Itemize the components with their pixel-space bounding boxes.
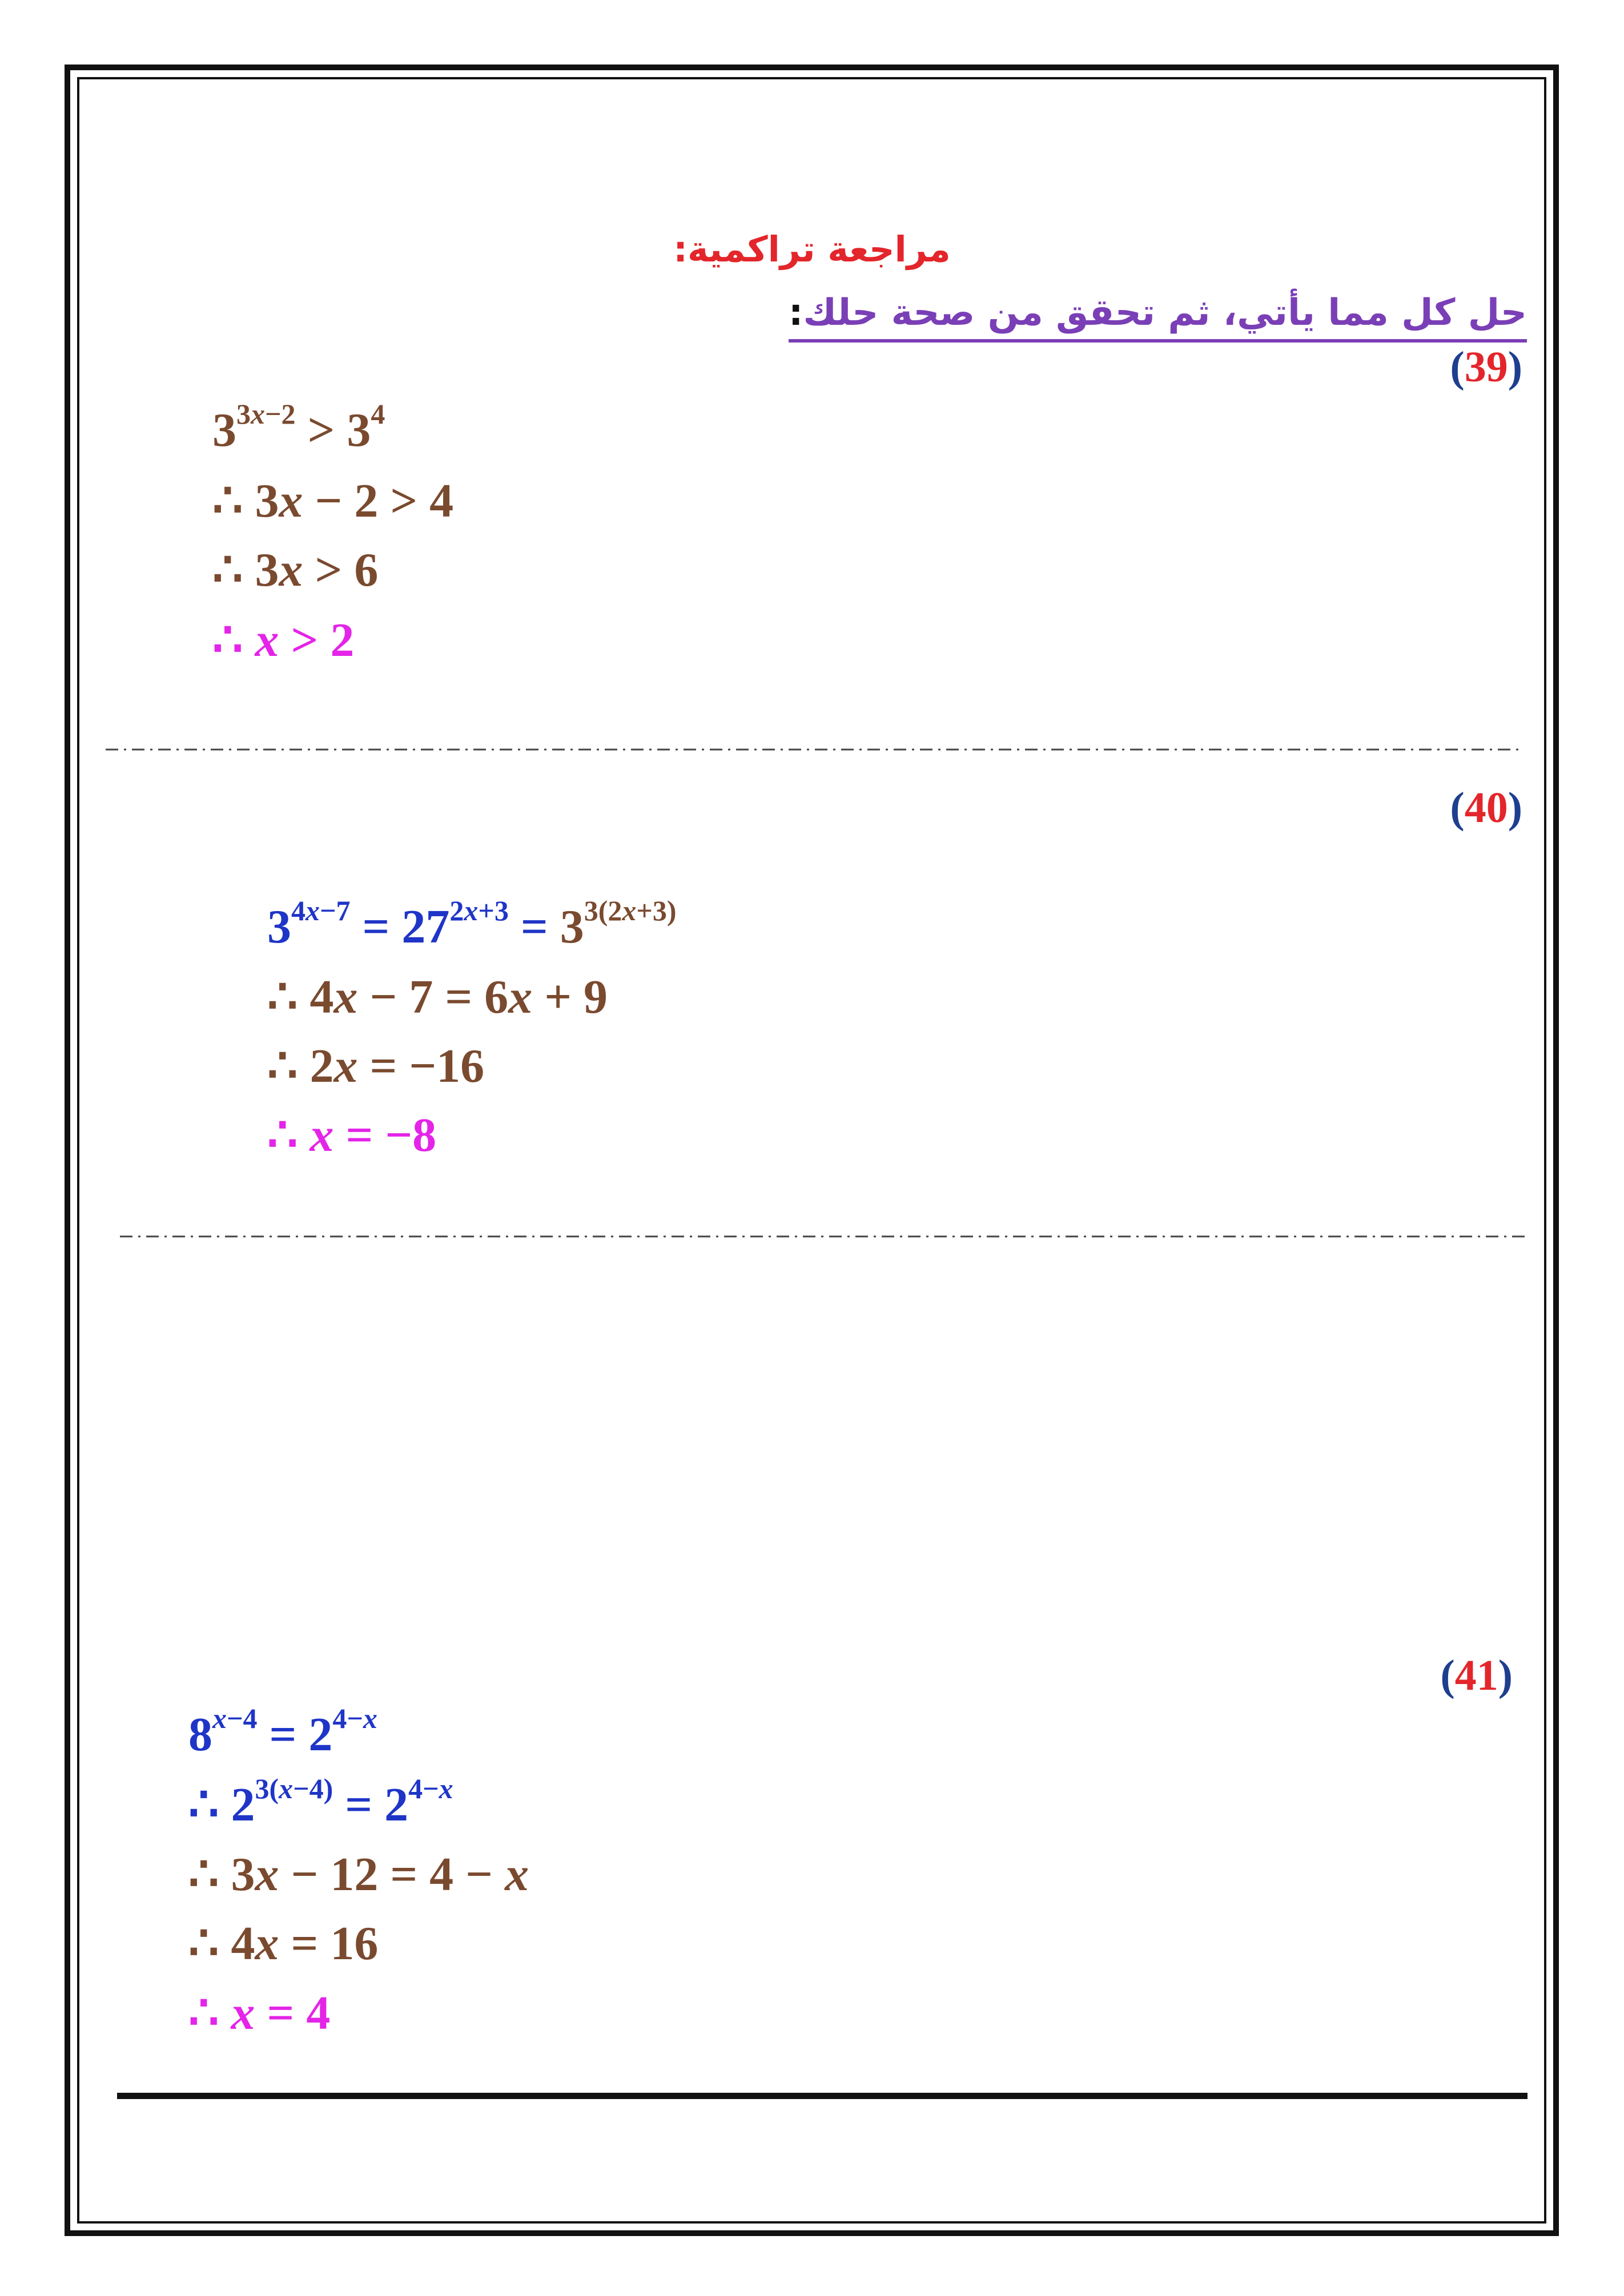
section-divider — [106, 747, 1522, 752]
problem-41-line-4: ∴ 4x = 16 — [188, 1917, 379, 1970]
problem-41-line-2: ∴ $2^{3(x-4)} = 2^{4-x}$ — [188, 1773, 453, 1831]
problem-39-line-1: $3^{3x-2} > 3^4$ — [212, 398, 385, 457]
section-divider — [120, 1234, 1530, 1239]
problem-41-line-1: $8^{x-4} = 2^{4-x}$ — [188, 1702, 377, 1761]
instruction-text: حل كل مما يأتي، ثم تحقق من صحة حلك — [803, 292, 1527, 334]
problem-39-line-3: ∴ 3x > 6 — [212, 543, 379, 597]
page-title: مراجعة تراكمية: — [673, 228, 951, 270]
instruction-heading — [789, 290, 1527, 343]
problem-41-line-3: ∴ 3x − 12 = 4 − x — [188, 1848, 529, 1901]
bottom-rule — [117, 2093, 1527, 2099]
problem-number-40: (40) — [1450, 784, 1522, 832]
instruction-colon: : — [788, 292, 803, 334]
problem-number-39: (39) — [1450, 343, 1522, 391]
problem-41-answer: ∴ x = 4 — [188, 1987, 331, 2040]
problem-number-41: (41) — [1440, 1651, 1513, 1699]
problem-40-line-2: ∴ 4x − 7 = 6x + 9 — [267, 970, 608, 1024]
problem-39-answer: ∴ x > 2 — [212, 614, 355, 667]
problem-40-line-3: ∴ 2x = −16 — [267, 1040, 485, 1093]
problem-40-line-1: $3^{4x-7} = 27^{2x+3} = 3^{3(2x+3)}$ — [267, 895, 677, 953]
problem-40-answer: ∴ x = −8 — [267, 1109, 437, 1162]
problem-39-line-2: ∴ 3x − 2 > 4 — [212, 474, 454, 527]
